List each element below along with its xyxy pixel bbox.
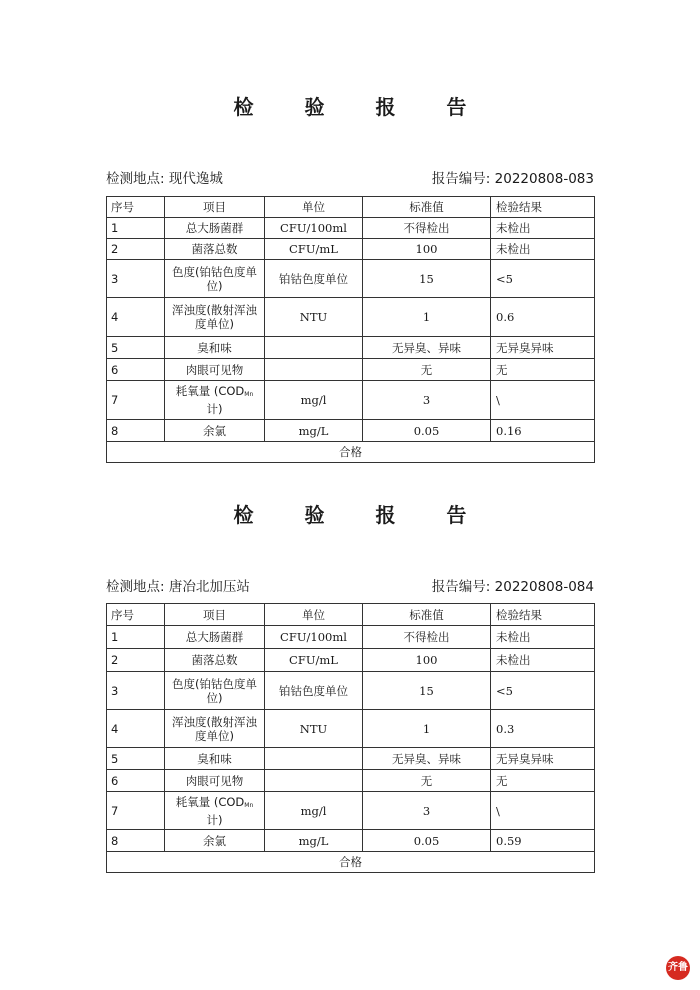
table-row [107, 337, 595, 359]
cell-no: 3 [107, 260, 165, 298]
cell-no: 4 [107, 710, 165, 748]
item-subscript: Mn [244, 801, 254, 809]
test-location: 检测地点: 现代逸城 [106, 171, 223, 187]
cell-no: 4 [107, 298, 165, 337]
cell-item: 臭和味 [165, 748, 265, 770]
cell-standard: 无异臭、异味 [363, 337, 491, 359]
cell-unit: NTU [265, 298, 363, 337]
cell-item: 臭和味 [165, 337, 265, 359]
cell-no: 2 [107, 239, 165, 260]
table-header-row [107, 604, 595, 626]
cell-unit: CFU/100ml [265, 626, 363, 649]
header-unit: 单位 [265, 604, 363, 626]
report-title: 检 验 报 告 [233, 95, 489, 119]
cell-result: \ [491, 381, 595, 420]
cell-standard: 15 [363, 260, 491, 298]
cell-no: 6 [107, 770, 165, 792]
header-no: 序号 [107, 197, 165, 218]
table-row [107, 830, 595, 852]
cell-unit: 铂钴色度单位 [265, 260, 363, 298]
header-item: 项目 [165, 197, 265, 218]
cell-no: 3 [107, 672, 165, 710]
table-row [107, 298, 595, 337]
header-standard: 标准值 [363, 197, 491, 218]
cell-no: 5 [107, 748, 165, 770]
header-unit: 单位 [265, 197, 363, 218]
cell-unit: NTU [265, 710, 363, 748]
cell-standard: 3 [363, 792, 491, 830]
table-row [107, 710, 595, 748]
item-main: 耗氧量 (COD [175, 384, 245, 398]
cell-standard: 3 [363, 381, 491, 420]
cell-no: 8 [107, 830, 165, 852]
table-row [107, 792, 595, 830]
item-tail: 计) [206, 812, 223, 827]
cell-standard: 不得检出 [363, 218, 491, 239]
cell-unit: 铂钴色度单位 [265, 672, 363, 710]
header-standard: 标准值 [363, 604, 491, 626]
summary-cell: 合格 [107, 442, 595, 463]
cell-result: 未检出 [491, 218, 595, 239]
table-row [107, 420, 595, 442]
summary-cell: 合格 [107, 852, 595, 873]
results-table [106, 196, 595, 463]
cell-standard: 100 [363, 239, 491, 260]
report-meta [106, 575, 594, 595]
cell-result: 无 [491, 770, 595, 792]
cell-no: 8 [107, 420, 165, 442]
table-row [107, 672, 595, 710]
cell-result: <5 [491, 260, 595, 298]
item-tail: 计) [206, 402, 223, 416]
cell-standard: 无 [363, 359, 491, 381]
cell-standard: 1 [363, 710, 491, 748]
cell-result: 0.59 [491, 830, 595, 852]
header-item: 项目 [165, 604, 265, 626]
item-main: 耗氧量 (COD [175, 794, 245, 809]
cell-result: 无异臭异味 [491, 337, 595, 359]
cell-no: 7 [107, 381, 165, 420]
watermark-text: 齐鲁 [668, 962, 688, 973]
item-subscript: Mn [244, 391, 254, 398]
test-location: 检测地点: 唐冶北加压站 [106, 579, 250, 595]
cell-no: 6 [107, 359, 165, 381]
cell-standard: 1 [363, 298, 491, 337]
cell-item: 浑浊度(散射浑浊度单位) [165, 298, 265, 337]
cell-unit: CFU/mL [265, 239, 363, 260]
header-result: 检验结果 [491, 604, 595, 626]
cell-item: 菌落总数 [165, 239, 265, 260]
cell-result: <5 [491, 672, 595, 710]
cell-result: 0.3 [491, 710, 595, 748]
cell-item [165, 381, 265, 420]
table-row [107, 359, 595, 381]
cell-standard: 100 [363, 649, 491, 672]
cell-item: 总大肠菌群 [165, 626, 265, 649]
cell-result: 未检出 [491, 626, 595, 649]
report-meta [106, 167, 594, 187]
cell-item: 余氯 [165, 420, 265, 442]
table-row [107, 381, 595, 420]
cell-unit [265, 748, 363, 770]
cell-standard: 0.05 [363, 830, 491, 852]
cell-result: 未检出 [491, 239, 595, 260]
cell-no: 2 [107, 649, 165, 672]
results-table [106, 603, 595, 873]
cell-item: 色度(铂钴色度单位) [165, 260, 265, 298]
header-no: 序号 [107, 604, 165, 626]
cell-item: 色度(铂钴色度单位) [165, 672, 265, 710]
cell-result: \ [491, 792, 595, 830]
watermark-logo [666, 956, 690, 980]
table-row [107, 260, 595, 298]
cell-no: 1 [107, 218, 165, 239]
cell-no: 7 [107, 792, 165, 830]
table-row [107, 649, 595, 672]
header-result: 检验结果 [491, 197, 595, 218]
cell-unit [265, 359, 363, 381]
summary-row [107, 442, 595, 463]
cell-result: 未检出 [491, 649, 595, 672]
cell-unit: mg/L [265, 420, 363, 442]
cell-unit: mg/L [265, 830, 363, 852]
cell-unit [265, 337, 363, 359]
cell-unit: CFU/mL [265, 649, 363, 672]
report-number: 报告编号: 20220808-083 [431, 171, 594, 187]
cell-item: 余氯 [165, 830, 265, 852]
cell-result: 无 [491, 359, 595, 381]
table-row [107, 239, 595, 260]
table-header-row [107, 197, 595, 218]
cell-item: 肉眼可见物 [165, 770, 265, 792]
table-row [107, 626, 595, 649]
cell-unit [265, 770, 363, 792]
cell-item: 浑浊度(散射浑浊度单位) [165, 710, 265, 748]
cell-result: 无异臭异味 [491, 748, 595, 770]
table-row [107, 770, 595, 792]
cell-unit: mg/l [265, 381, 363, 420]
cell-item: 总大肠菌群 [165, 218, 265, 239]
cell-item: 肉眼可见物 [165, 359, 265, 381]
report-title: 检 验 报 告 [233, 503, 489, 527]
cell-no: 1 [107, 626, 165, 649]
cell-result: 0.16 [491, 420, 595, 442]
cell-unit: mg/l [265, 792, 363, 830]
cell-standard: 不得检出 [363, 626, 491, 649]
report-number: 报告编号: 20220808-084 [431, 579, 594, 595]
cell-standard: 无 [363, 770, 491, 792]
cell-item: 菌落总数 [165, 649, 265, 672]
table-row [107, 748, 595, 770]
table-row [107, 218, 595, 239]
cell-standard: 无异臭、异味 [363, 748, 491, 770]
summary-row [107, 852, 595, 873]
cell-unit: CFU/100ml [265, 218, 363, 239]
cell-no: 5 [107, 337, 165, 359]
cell-standard: 15 [363, 672, 491, 710]
cell-result: 0.6 [491, 298, 595, 337]
cell-item [165, 792, 265, 830]
cell-standard: 0.05 [363, 420, 491, 442]
